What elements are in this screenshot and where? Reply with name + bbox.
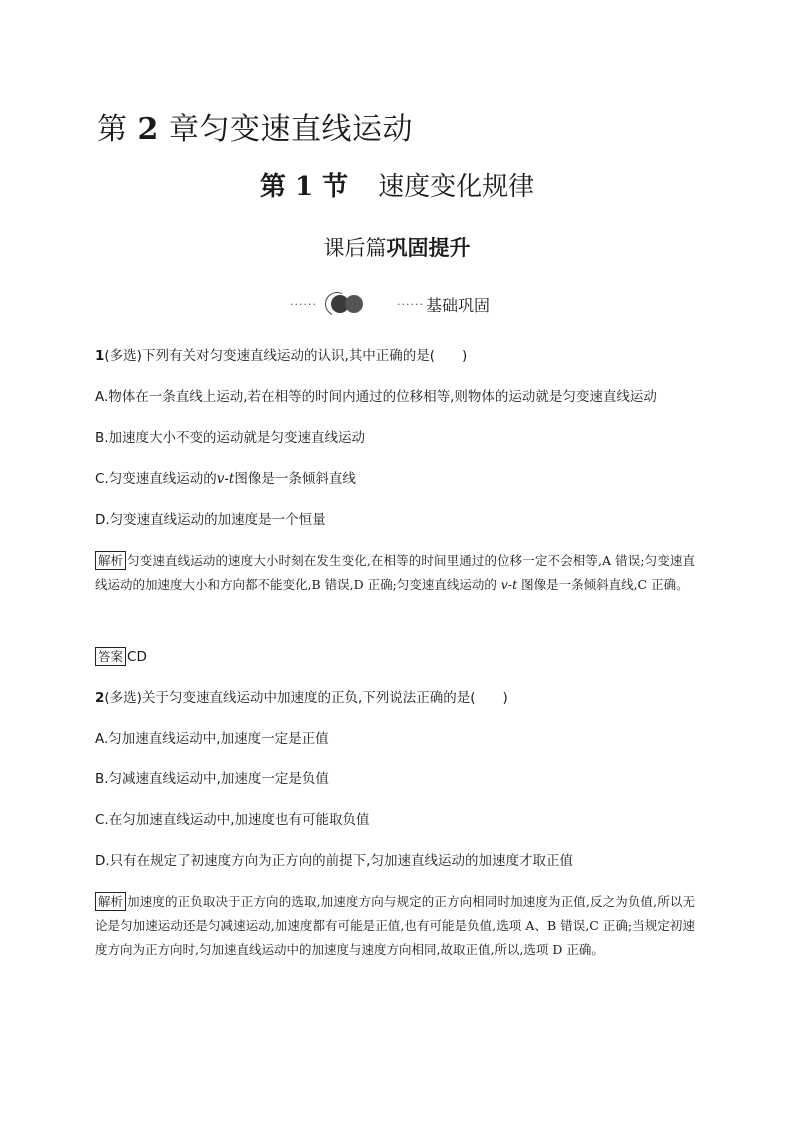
question-2-option-a: A.匀加速直线运动中,加速度一定是正值 xyxy=(95,731,329,747)
question-2-analysis xyxy=(95,890,695,962)
section-label: 基础巩固 xyxy=(425,295,490,315)
question-1-stem xyxy=(95,346,467,366)
section-title xyxy=(0,166,794,203)
question-1-option-b: B.加速度大小不变的运动就是匀变速直线运动 xyxy=(95,430,366,446)
analysis-text-pre: 匀变速直线运动的速度大小时刻在发生变化,在相等的时间里通过的位移一定不会相等,A 错误;匀变速直线运动的加速度大小和方向都不能变化,B 错误,D 正确;匀变速直线运动的 xyxy=(95,553,695,592)
question-text: (多选)下列有关对匀变速直线运动的认识,其中正确的是( ) xyxy=(104,348,468,364)
sub-title-plain: 课后篇 xyxy=(323,236,387,260)
option-c-variable: v-t xyxy=(216,471,235,487)
answer-tag: 答案 xyxy=(95,647,126,666)
question-2-option-c: C.在匀加速直线运动中,加速度也有可能取负值 xyxy=(95,812,370,828)
answer-value: CD xyxy=(127,649,147,665)
divider-dots-right: ······ xyxy=(396,297,424,311)
question-2-stem xyxy=(95,688,508,708)
question-number: 2 xyxy=(95,690,105,706)
chapter-title xyxy=(97,104,413,148)
question-1-option-d: D.匀变速直线运动的加速度是一个恒量 xyxy=(95,512,326,528)
sub-title-bold: 巩固提升 xyxy=(386,236,471,260)
chapter-prefix: 第 xyxy=(97,112,138,147)
bubbles-icon xyxy=(325,292,371,316)
question-1-answer xyxy=(95,647,147,667)
analysis-tag: 解析 xyxy=(95,892,126,911)
sub-title xyxy=(0,232,794,262)
analysis-text-post: 图像是一条倾斜直线,C 正确。 xyxy=(517,577,689,592)
chapter-number: 2 xyxy=(137,112,159,147)
question-1-option-a: A.物体在一条直线上运动,若在相等的时间内通过的位移相等,则物体的运动就是匀变速直线运动 xyxy=(95,389,657,405)
question-1-analysis xyxy=(95,549,695,597)
question-2-option-d: D.只有在规定了初速度方向为正方向的前提下,匀加速直线运动的加速度才取正值 xyxy=(95,853,573,869)
option-c-text-pre: C.匀变速直线运动的 xyxy=(95,471,217,487)
chapter-name: 章匀变速直线运动 xyxy=(158,112,413,147)
analysis-variable: v-t xyxy=(500,577,518,592)
question-2-option-b: B.匀减速直线运动中,加速度一定是负值 xyxy=(95,771,329,787)
section-number: 第 1 节 xyxy=(259,172,349,202)
analysis-tag: 解析 xyxy=(95,551,126,570)
analysis-text: 加速度的正负取决于正方向的选取,加速度方向与规定的正方向相同时加速度为正值,反之为负值,所以无论是匀加速运动还是匀减速运动,加速度都有可能是正值,也有可能是负值,选项 A、B 错误,C 正确;当规定初速度方向为正方向时,匀加速直线运动中的加速度与速度方向相同,故取正值,所以,选项 D 正确。 xyxy=(95,894,695,957)
question-text: (多选)关于匀变速直线运动中加速度的正负,下列说法正确的是( ) xyxy=(104,690,508,706)
section-name: 速度变化规律 xyxy=(378,172,535,202)
option-c-text-post: 图像是一条倾斜直线 xyxy=(234,471,356,487)
question-number: 1 xyxy=(95,348,105,364)
question-1-option-c xyxy=(95,469,356,489)
divider-dots-left: ······ xyxy=(290,297,317,311)
section-divider xyxy=(290,292,490,316)
